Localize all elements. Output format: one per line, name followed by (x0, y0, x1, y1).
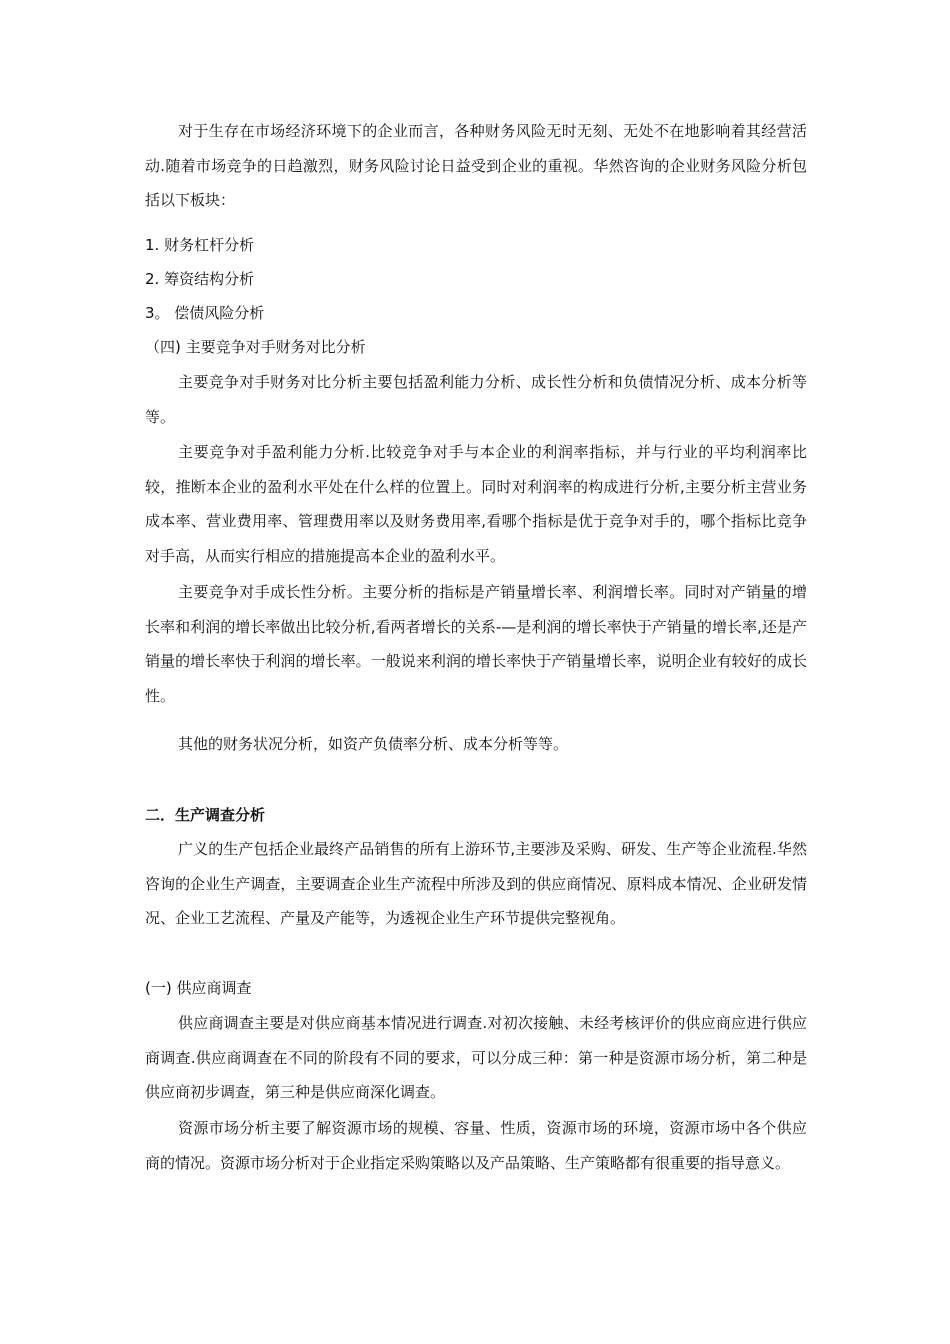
paragraph-production-overview: 广义的生产包括企业最终产品销售的所有上游环节,主要涉及采购、研发、生产等企业流程.华然咨询的企业生产调查，主要调查企业生产流程中所涉及到的供应商情况、原料成本情况、企业研发情况、企业工艺流程、产量及产能等，为透视企业生产环节提供完整视角。 (145, 840, 807, 927)
list-item-financing-structure: 2. 筹资结构分析 (145, 270, 255, 288)
list-item-financial-leverage: 1. 财务杠杆分析 (145, 236, 255, 254)
section-heading-production-survey: 二．生产调查分析 (145, 806, 266, 824)
paragraph-supplier-survey: 供应商调查主要是对供应商基本情况进行调查.对初次接触、未经考核评价的供应商应进行供应商调查.供应商调查在不同的阶段有不同的要求，可以分成三种：第一种是资源市场分析，第二种是供应商初步调查，第三种是供应商深化调查。 (145, 1014, 807, 1101)
subheading-competitor-financial-comparison: （四) 主要竞争对手财务对比分析 (145, 338, 366, 356)
subheading-supplier-survey: (一) 供应商调查 (145, 979, 252, 997)
intro-paragraph: 对于生存在市场经济环境下的企业而言，各种财务风险无时无刻、无处不在地影响着其经营活动.随着市场竞争的日趋激烈，财务风险讨论日益受到企业的重视。华然咨询的企业财务风险分析包括以下板块： (145, 122, 807, 209)
paragraph-resource-market-analysis: 资源市场分析主要了解资源市场的规模、容量、性质，资源市场的环境，资源市场中各个供应商的情况。资源市场分析对于企业指定采购策略以及产品策略、生产策略都有很重要的指导意义。 (145, 1119, 807, 1172)
paragraph-profitability-analysis: 主要竞争对手盈利能力分析.比较竞争对手与本企业的利润率指标，并与行业的平均利润率比较，推断本企业的盈利水平处在什么样的位置上。同时对利润率的构成进行分析,主要分析主营业务成本率、营业费用率、管理费用率以及财务费用率,看哪个指标是优于竞争对手的，哪个指标比竞争对手高，从而实行相应的措施提高本企业的盈利水平。 (145, 443, 807, 565)
list-item-solvency-risk: 3。 偿债风险分析 (145, 304, 265, 322)
paragraph-other-financial-analysis: 其他的财务状况分析，如资产负债率分析、成本分析等等。 (178, 735, 569, 753)
paragraph-comparison-overview: 主要竞争对手财务对比分析主要包括盈利能力分析、成长性分析和负债情况分析、成本分析等等。 (145, 373, 807, 426)
paragraph-growth-analysis: 主要竞争对手成长性分析。主要分析的指标是产销量增长率、利润增长率。同时对产销量的增长率和利润的增长率做出比较分析,看两者增长的关系-—是利润的增长率快于产销量的增长率,还是产销量的增长率快于利润的增长率。一般说来利润的增长率快于产销量增长率，说明企业有较好的成长性。 (145, 583, 807, 705)
